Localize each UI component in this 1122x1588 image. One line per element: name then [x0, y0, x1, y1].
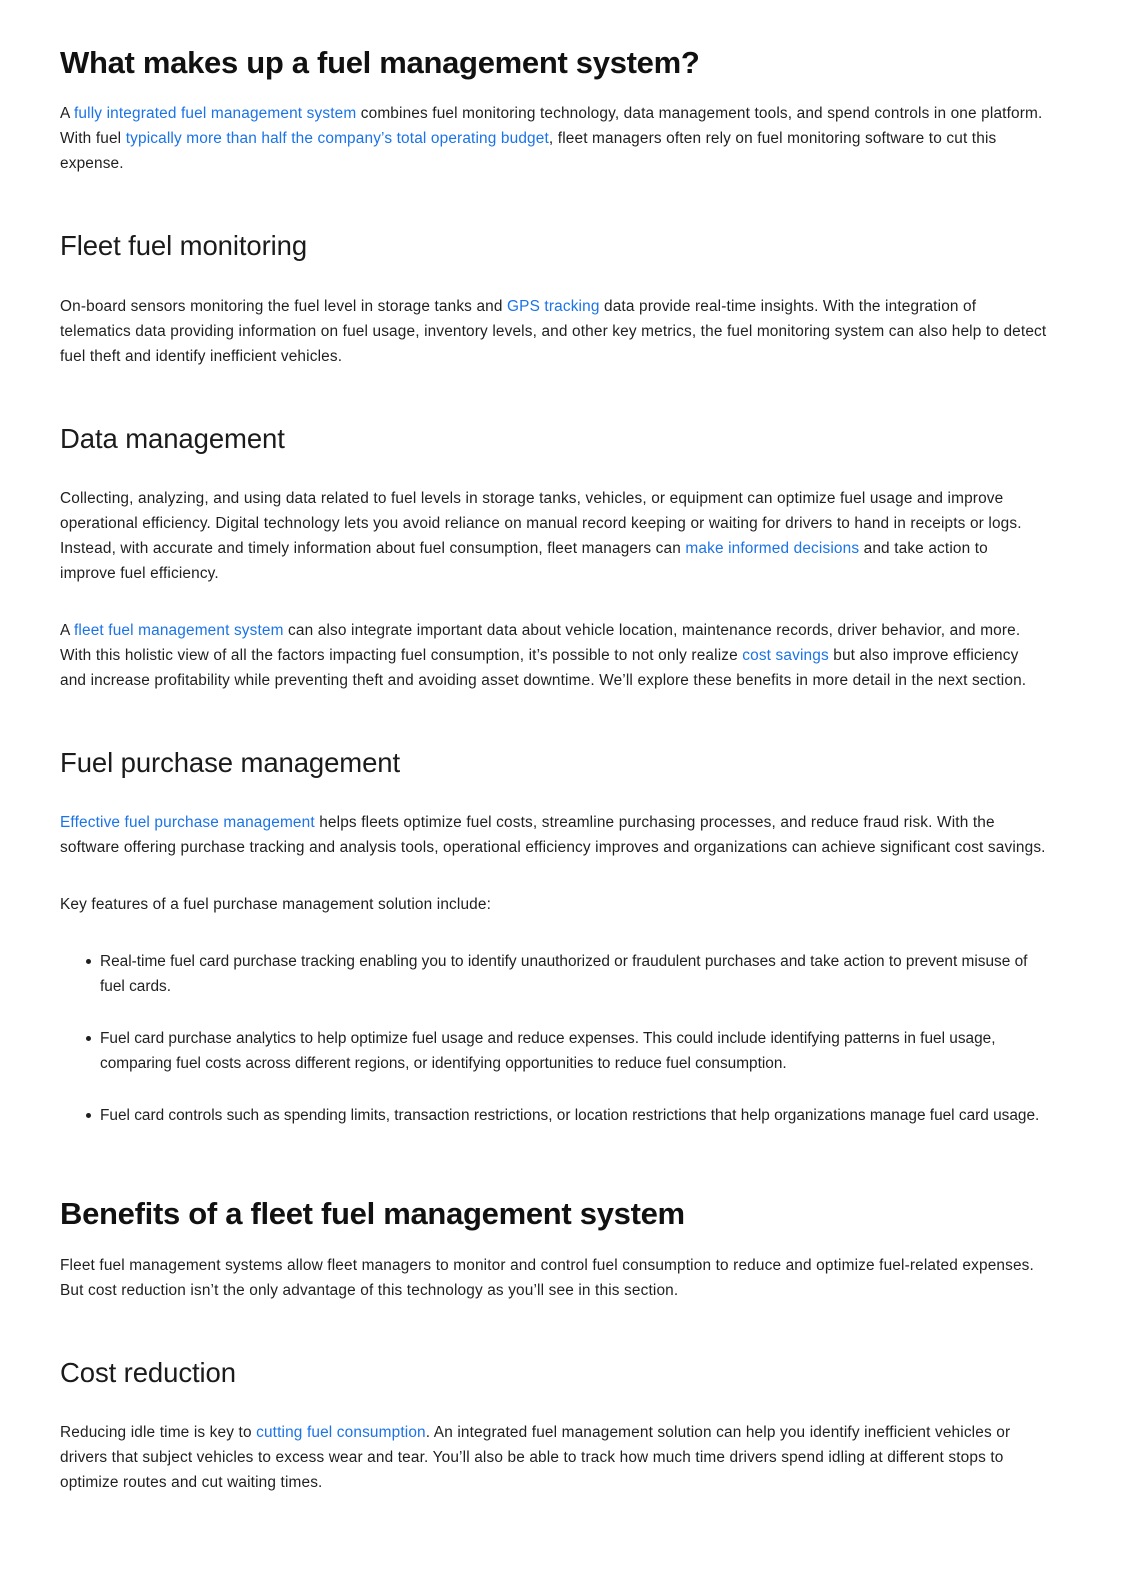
- cost-text-2: . An integrated fuel management solution can help you identify inefficient vehicles or drivers that subject vehicles to excess wear and tear. You’ll also be able to track how much time drivers spend idling at different stops to optimize routes and cut waiting times.: [60, 1423, 1011, 1491]
- data-text-1: Collecting, analyzing, and using data related to fuel levels in storage tanks, vehicles, or equipment can optimize fuel usage and improve operational efficiency. Digital technology lets you avoid reliance on manual record keeping or waiting for drivers to hand in receipts or logs. Instead, with accurate and timely information about fuel consumption, fleet managers can: [60, 489, 1022, 557]
- link-typically-more-than-half-operating-budget[interactable]: typically more than half the company’s total operating budget: [125, 130, 549, 148]
- bullet-icon: [86, 1036, 91, 1041]
- paragraph-cost-reduction: [60, 1420, 1047, 1495]
- benefits-intro-paragraph: Fleet fuel management systems allow fleet managers to monitor and control fuel consumption to reduce and optimize fuel-related expenses. But cost reduction isn’t the only advantage of this technology as you’ll see in this section.: [60, 1256, 1034, 1299]
- intro-text-2: combines fuel monitoring technology, data management tools, and spend controls in one platform. With fuel: [60, 105, 1043, 148]
- paragraph-data-management-2: [60, 618, 1047, 693]
- data2-text-2: can also integrate important data about vehicle location, maintenance records, driver behavior, and more. With this holistic view of all the factors impacting fuel consumption, it’s possible to not only realize: [60, 621, 1021, 664]
- article-body: [60, 44, 1047, 1495]
- link-cost-savings[interactable]: cost savings: [742, 646, 829, 664]
- cost-text-1: Reducing idle time is key to: [60, 1423, 257, 1441]
- list-item: [60, 1103, 1047, 1128]
- key-features-list: [60, 949, 1047, 1128]
- link-make-informed-decisions[interactable]: make informed decisions: [685, 539, 860, 557]
- benefits-title: Benefits of a fleet fuel management system: [60, 1196, 685, 1232]
- list-intro-text: Key features of a fuel purchase management solution include:: [60, 896, 492, 914]
- fleet-text-2: data provide real-time insights. With the integration of telematics data providing information on fuel usage, inventory levels, and other key metrics, the fuel monitoring system can also help to detect fuel theft and identify inefficient vehicles.: [60, 297, 1047, 365]
- list-item: [60, 1026, 1047, 1076]
- link-cutting-fuel-consumption[interactable]: cutting fuel consumption: [256, 1423, 426, 1441]
- list-item-text: Real-time fuel card purchase tracking enabling you to identify unauthorized or fraudulent purchases and take action to prevent misuse of fuel cards.: [100, 953, 1028, 996]
- fleet-text-1: On-board sensors monitoring the fuel level in storage tanks and: [60, 297, 508, 315]
- link-gps-tracking[interactable]: GPS tracking: [507, 297, 600, 315]
- section-heading-data-management: Data management: [60, 422, 285, 454]
- section-heading-fuel-purchase-management: Fuel purchase management: [60, 746, 401, 778]
- list-item-text: Fuel card controls such as spending limits, transaction restrictions, or location restrictions that help organizations manage fuel card usage.: [100, 1107, 1040, 1125]
- link-fleet-fuel-management-system[interactable]: fleet fuel management system: [74, 621, 284, 639]
- link-fully-integrated-fuel-management-system[interactable]: fully integrated fuel management system: [74, 105, 357, 123]
- bullet-icon: [86, 1113, 91, 1118]
- list-item-text: Fuel card purchase analytics to help optimize fuel usage and reduce expenses. This could include identifying patterns in fuel usage, comparing fuel costs across different regions, or identifying opportunities to reduce fuel consumption.: [100, 1030, 996, 1073]
- paragraph-fleet-fuel-monitoring: [60, 294, 1047, 369]
- data-text-2: and take action to improve fuel efficiency.: [60, 539, 988, 582]
- data2-text-1: A: [60, 621, 74, 639]
- link-effective-fuel-purchase-management[interactable]: Effective fuel purchase management: [60, 814, 315, 832]
- section-heading-fleet-fuel-monitoring: Fleet fuel monitoring: [60, 230, 308, 262]
- intro-text-3: , fleet managers often rely on fuel monitoring software to cut this expense.: [60, 130, 997, 173]
- data2-text-3: but also improve efficiency and increase profitability while preventing theft and avoiding asset downtime. We’ll explore these benefits in more detail in the next section.: [60, 646, 1027, 689]
- list-item: [60, 949, 1047, 999]
- intro-text-1: A: [60, 105, 74, 123]
- bullet-icon: [86, 959, 91, 964]
- intro-paragraph: [60, 101, 1047, 176]
- paragraph-data-management-1: [60, 486, 1047, 586]
- paragraph-fuel-purchase-management: [60, 810, 1047, 860]
- page-title: What makes up a fuel management system?: [60, 45, 700, 80]
- section-heading-cost-reduction: Cost reduction: [60, 1356, 236, 1388]
- purchase-text-2: helps fleets optimize fuel costs, streamline purchasing processes, and reduce fraud risk. With the software offering purchase tracking and analysis tools, operational efficiency improves and organizations can achieve significant cost savings.: [60, 814, 1046, 857]
